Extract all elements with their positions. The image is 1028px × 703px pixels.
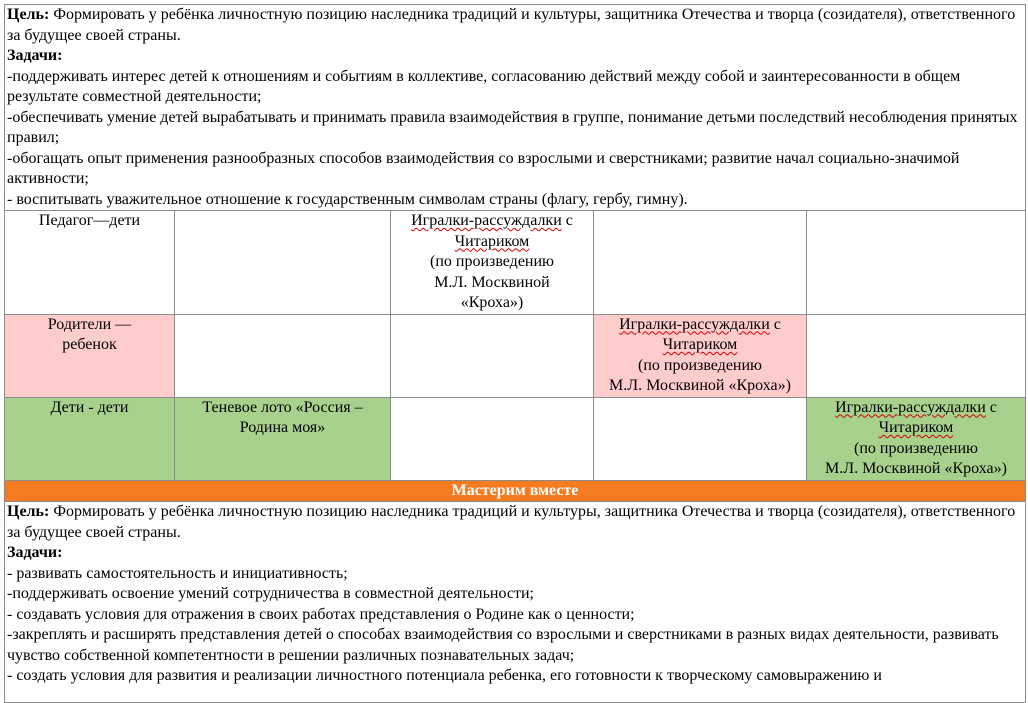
task-item: - развивать самостоятельность и инициативность; bbox=[7, 564, 348, 582]
activity-cell bbox=[807, 397, 1026, 480]
task-item: -поддерживать интерес детей к отношениям и событиям в коллективе, согласованию действий между собой и заинтересованности в общем результате совместной деятельности; bbox=[7, 67, 961, 105]
activity-source: (по произведению bbox=[429, 253, 554, 270]
grid-row-parents bbox=[5, 314, 1026, 397]
grid-cell-empty bbox=[175, 314, 391, 397]
row-label-text: ребенок bbox=[62, 336, 117, 353]
activity-author: М.Л. Москвиной «Кроха») bbox=[609, 377, 791, 394]
activity-character: Читариком bbox=[878, 419, 954, 436]
grid-cell-empty bbox=[391, 397, 594, 480]
task-item: - воспитывать уважительное отношение к государственным символам страны (флагу, гербу, гимну). bbox=[7, 190, 688, 208]
task-item: -обеспечивать умение детей вырабатывать и принимать правила взаимодействия в группе, понимание детьми последствий несоблюдения принятых правил; bbox=[7, 108, 1018, 146]
grid-cell-empty bbox=[391, 314, 594, 397]
row-label-kids bbox=[5, 397, 175, 480]
activity-with: с bbox=[985, 398, 997, 416]
activity-cell bbox=[594, 314, 807, 397]
grid-cell-empty bbox=[807, 211, 1026, 315]
lotto-cell bbox=[175, 397, 391, 480]
grid-row-kids bbox=[5, 397, 1026, 480]
section2-text-cell bbox=[5, 502, 1026, 703]
task-item: -обогащать опыт применения разнообразных способов взаимодействия со взрослыми и сверстниками; развитие начал социально-значимой активности; bbox=[7, 149, 960, 187]
section1-text-cell bbox=[5, 5, 1026, 211]
lotto-line: Теневое лото «Россия – bbox=[202, 398, 363, 416]
section2-goal bbox=[7, 502, 1023, 543]
task-item: - создавать условия для отражения в своих работах представления о Родине как о ценности; bbox=[7, 605, 635, 623]
grid-cell-empty bbox=[594, 211, 807, 315]
banner-title: Мастерим вместе bbox=[451, 481, 579, 499]
row-label-text: Родители — bbox=[47, 315, 132, 333]
goal-label: Цель: bbox=[7, 503, 50, 520]
goal-text: Формировать у ребёнка личностную позицию наследника традиций и культуры, защитника Отечества и творца (созидателя), ответственного за будущее своей страны. bbox=[7, 6, 1016, 44]
task-item: -поддерживать освоение умений сотрудничества в совместной деятельности; bbox=[7, 585, 534, 602]
activity-cell bbox=[391, 211, 594, 315]
activity-title: Игралки-рассуждалки bbox=[619, 315, 770, 333]
row-label-teacher bbox=[5, 211, 175, 315]
program-table bbox=[4, 4, 1026, 703]
grid-cell-empty bbox=[175, 211, 391, 315]
goal-text: Формировать у ребёнка личностную позицию наследника традиций и культуры, защитника Отечества и творца (созидателя), ответственного за будущее своей страны. bbox=[7, 503, 1016, 541]
tasks-label: Задачи: bbox=[7, 47, 63, 64]
row-label-text: Дети - дети bbox=[50, 398, 129, 416]
section1-goal bbox=[7, 5, 1023, 46]
tasks-label: Задачи: bbox=[7, 544, 63, 561]
grid-cell-empty bbox=[594, 397, 807, 480]
row-label-parents bbox=[5, 314, 175, 397]
activity-title: Игралки-рассуждалки bbox=[835, 398, 986, 416]
activity-author: М.Л. Москвиной «Кроха») bbox=[825, 460, 1007, 477]
row-label-text: Педагог—дети bbox=[38, 212, 141, 229]
task-item: -закреплять и расширять представления детей о способах взаимодействия со взрослыми и сверстниками в разных видах деятельности, развивать чувство собственной компетентности в решении различных познавательных задач; bbox=[7, 626, 999, 664]
activity-character: Читариком bbox=[662, 336, 738, 353]
section-banner bbox=[5, 480, 1026, 502]
activity-with: с bbox=[561, 212, 573, 229]
activity-title: Игралки-рассуждалки bbox=[411, 212, 562, 229]
activity-source: (по произведению bbox=[853, 439, 978, 457]
task-item: - создать условия для развития и реализации личностного потенциала ребенка, его готовности к творческому самовыражению и bbox=[7, 667, 882, 684]
activity-book: «Кроха») bbox=[460, 294, 524, 311]
activity-author: М.Л. Москвиной bbox=[434, 273, 550, 291]
activity-character: Читариком bbox=[454, 232, 530, 250]
activity-with: с bbox=[769, 315, 781, 333]
lotto-line: Родина моя» bbox=[239, 419, 326, 436]
goal-label: Цель: bbox=[7, 6, 50, 23]
grid-cell-empty bbox=[807, 314, 1026, 397]
grid-row-teacher bbox=[5, 211, 1026, 315]
activity-source: (по произведению bbox=[637, 356, 762, 374]
